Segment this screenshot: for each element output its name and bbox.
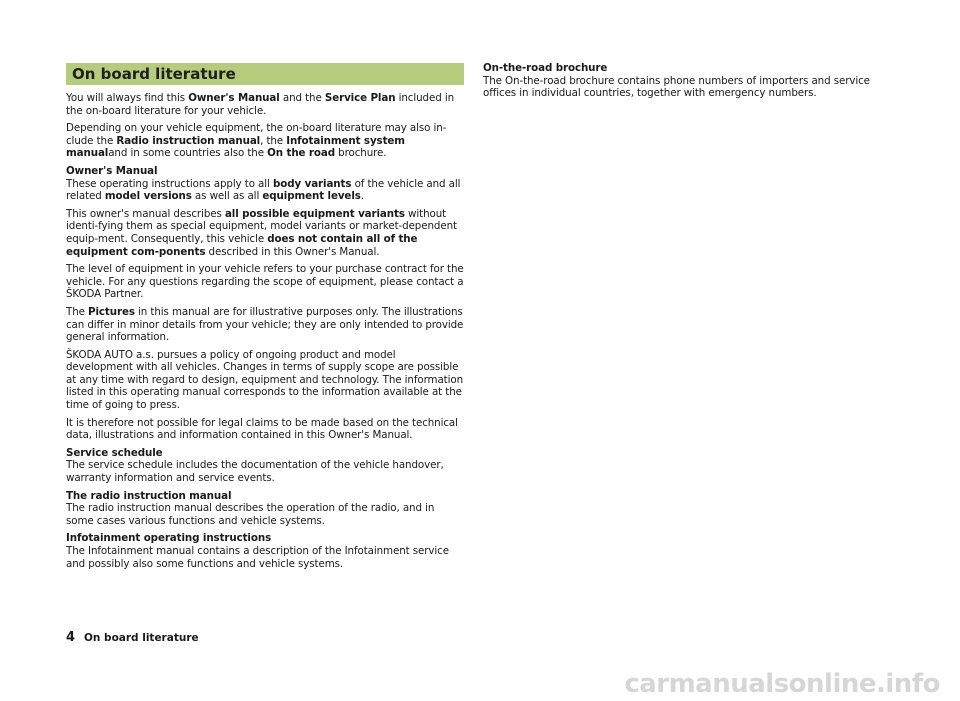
paragraph-variants: This owner's manual describes all possible equipment variants without identi-fying them as special equipment, model variants or market-dependent equip-ment. Consequently, this vehicle does not contain all of the equipment com-ponents described in this Owner's Manual. (66, 207, 457, 258)
paragraph-on-the-road: On-the-road brochure The On-the-road brochure contains phone numbers of importers and service offices in individual countries, together with emergency numbers. (483, 62, 870, 100)
subheading: Service schedule (66, 446, 163, 459)
left-column (66, 63, 464, 575)
page-number: 4 (66, 630, 76, 645)
paragraph-legal: It is therefore not possible for legal claims to be made based on the technical data, illustrations and information contained in this Owner's Manual. (66, 416, 458, 442)
bold-term: Pictures (88, 305, 135, 318)
bold-term: On the road (267, 147, 335, 160)
paragraph-policy: ŠKODA AUTO a.s. pursues a policy of ongoing product and model development with all vehicles. Changes in terms of supply scope are possible at any time with regard to design, equipment and technology. The information listed in this operating manual corresponds to the information available at the time of going to press. (66, 348, 463, 412)
section-heading: On board literature (66, 63, 464, 85)
right-column (483, 62, 893, 105)
paragraph-equipment: Depending on your vehicle equipment, the on-board literature may also in-clude the Radio instruction manual, the Infotainment system manualand in some countries also the On the road brochure. (66, 122, 447, 160)
bold-term: Radio instruction manual (116, 134, 261, 147)
bold-term: body variants (272, 177, 352, 190)
paragraph-owners-manual: Owner's Manual These operating instructions apply to all body variants of the vehicle and all related model versions as well as all equipment levels. (66, 164, 461, 203)
paragraph-level: The level of equipment in your vehicle refers to your purchase contract for the vehicle. For any questions regarding the scope of equipment, please contact a ŠKODA Partner. (66, 263, 464, 301)
paragraph-service-schedule: Service schedule The service schedule includes the documentation of the vehicle handover, warranty information and service events. (66, 446, 444, 485)
watermark: carmanualsonline.info (624, 669, 940, 699)
bold-term: equipment levels (262, 190, 361, 203)
bold-term: Owner's Manual (188, 92, 280, 104)
subheading: The radio instruction manual (66, 489, 232, 502)
paragraph-pictures: The Pictures in this manual are for illustrative purposes only. The illustrations can differ in minor details from your vehicle; they are only intended to provide general information. (66, 305, 464, 344)
bold-term: model versions (104, 190, 192, 203)
subheading: Infotainment operating instructions (66, 532, 272, 545)
paragraph-infotainment: Infotainment operating instructions The Infotainment manual contains a description of the Infotainment service and possibly also some functions and vehicle systems. (66, 532, 449, 570)
subheading: On-the-road brochure (483, 62, 608, 74)
bold-term: Service Plan (324, 92, 396, 104)
bold-term: all possible equipment variants (224, 207, 405, 220)
subheading: Owner's Manual (66, 164, 158, 177)
running-head: On board literature (84, 632, 199, 644)
bold-term: Infotainment system manual (66, 134, 405, 160)
paragraph-intro: You will always find this Owner's Manual and the Service Plan included in the on-board literature for your vehicle. (66, 92, 455, 117)
paragraph-radio-manual: The radio instruction manual The radio instruction manual describes the operation of the radio, and in some cases various functions and vehicle systems. (66, 489, 435, 527)
bold-term: does not contain all of the equipment com-ponents (66, 232, 418, 258)
